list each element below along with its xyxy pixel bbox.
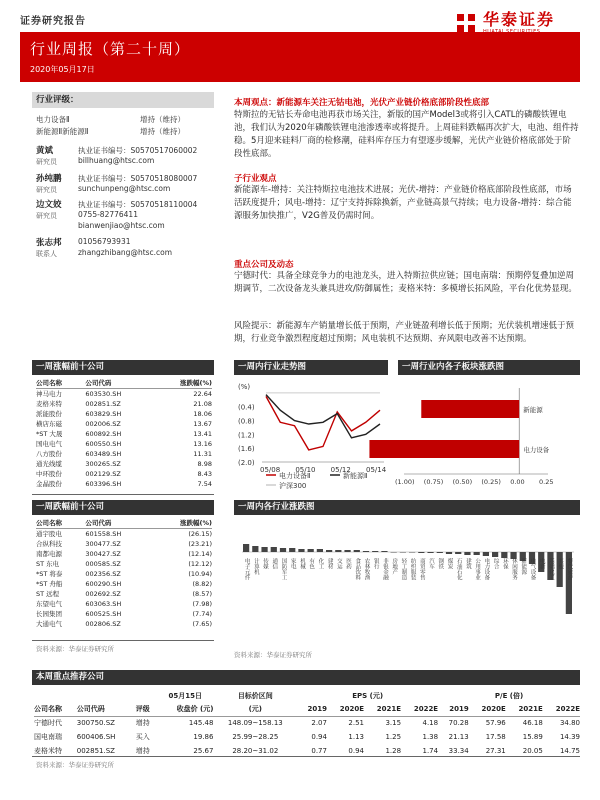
analyst-name: 张志邦 (36, 238, 62, 248)
company-paragraph: 宁德时代：具备全球竞争力的电池龙头，进入特斯拉供应链；国电南瑞：预期停复叠加逆周期调节，二次设备龙头兼具进攻/防御属性；麦格米特：多模增长拓风险，平台化优势显现。 (234, 271, 577, 294)
col-header: 2020E (339, 704, 364, 713)
table-cell: 17.58 (485, 733, 506, 741)
table-row (36, 439, 212, 449)
table-cell: 18.06 (193, 410, 212, 418)
sub-industry-paragraph: 新能源车-增持：关注特斯拉电池技术进展；光伏-增持：产业链价格底部阶段性底部，市场活跃度提升；风电-增持：辽宁支持拆除换新，产业链高景气持续；电力设备-增持：综合能源服务加快推广，V2G普及仍需时间。 (234, 185, 572, 221)
analyst-email[interactable]: bianwenjiao@htsc.com (78, 221, 165, 230)
bar (437, 552, 443, 553)
table-cell: 神马电力 (36, 390, 62, 398)
col-header: 评级 (135, 704, 150, 713)
table-row (36, 599, 212, 609)
category-label: 钢铁 (437, 558, 444, 569)
category-label: 电气设备 (529, 558, 536, 580)
table-cell: ST 东电 (36, 560, 60, 568)
table-cell: 13.67 (193, 420, 212, 428)
table-cell: 002356.SZ (85, 570, 121, 578)
table-cell: 宁德时代 (34, 719, 62, 728)
x-tick-label: 0.00 (510, 478, 525, 486)
analyst-phone: 01056793931 (78, 237, 131, 246)
table-cell: (12.14) (188, 550, 212, 558)
bar (363, 551, 369, 552)
category-label: 煤炭 (446, 558, 453, 569)
table-cell: 派能股份 (36, 410, 62, 418)
table-row (36, 609, 212, 619)
table-cell: 603829.SH (85, 410, 122, 418)
x-tick-label: 05/12 (330, 466, 351, 474)
table-cell: 增持 (135, 719, 150, 728)
category-label: 休闲服务 (511, 558, 518, 580)
table-cell: 中环股份 (36, 470, 62, 478)
bar (289, 548, 295, 552)
source-note: 资料来源：华泰证券研究所 (234, 651, 312, 659)
table-cell: 70.28 (448, 719, 469, 728)
analyst-name: 边文姣 (36, 200, 62, 210)
bar (317, 549, 323, 552)
table-cell: 长园集团 (36, 610, 62, 618)
bar (409, 552, 415, 553)
table-cell: 合纵科技 (36, 540, 62, 548)
table-cell: 14.39 (559, 733, 580, 741)
bar (252, 546, 258, 552)
table-row (36, 409, 212, 419)
table-cell: 46.18 (522, 719, 543, 728)
bar (271, 547, 277, 552)
bar (335, 550, 341, 552)
x-tick-label: (0.75) (423, 478, 444, 486)
analyst-role: 研究员 (36, 212, 57, 220)
table-cell: (8.57) (192, 590, 212, 598)
analyst-phone: 0755-82776411 (78, 210, 138, 219)
table-cell: 麦格米特 (34, 747, 62, 755)
analyst-email[interactable]: zhangzhibang@htsc.com (78, 248, 173, 257)
table-row (36, 469, 212, 479)
bar (492, 552, 498, 557)
bar (418, 552, 424, 553)
category-label: 纺织服装 (409, 558, 416, 580)
table-row (34, 716, 580, 730)
category-label: 电力设备 (483, 558, 490, 580)
col-header: 收盘价 (元) (176, 704, 214, 713)
table-cell: ST 远程 (36, 590, 60, 598)
divider (32, 756, 580, 757)
category-label: 非银金融 (381, 558, 388, 580)
table-row (36, 619, 212, 629)
bar (261, 547, 267, 552)
table-row (36, 459, 212, 469)
table-cell: (23.21) (188, 540, 212, 548)
table-cell: *ST 将泰 (36, 570, 63, 578)
sub-industry-title: 子行业观点 (234, 174, 277, 184)
table-cell: 25.67 (193, 747, 214, 755)
rating-value-2: 增持（维持） (140, 127, 185, 136)
brand-logo-icon (455, 12, 477, 34)
analyst-role: 联系人 (36, 250, 57, 258)
col-header: 公司代码 (85, 379, 112, 387)
gainers-title: 一周涨幅前十公司 (32, 360, 214, 375)
table-cell: 东望电气 (36, 600, 62, 608)
category-label: 国防军工 (280, 558, 287, 580)
x-tick-label: 05/14 (366, 466, 387, 474)
table-cell: 13.41 (193, 430, 212, 438)
table-row (34, 730, 580, 744)
report-date: 2020年05月17日 (30, 65, 95, 74)
x-tick-label: 05/08 (260, 466, 281, 474)
table-row (36, 389, 212, 400)
table-cell: 横店东磁 (36, 420, 62, 428)
table-cell: 0.94 (311, 733, 327, 741)
rating-industry-2: 新能源Ⅱ新能源Ⅱ (36, 127, 89, 136)
bar (464, 552, 470, 555)
table-row (36, 539, 212, 549)
table-row (36, 449, 212, 459)
bar (421, 400, 519, 418)
table-cell: 28.20~31.02 (232, 747, 279, 755)
bar (308, 549, 314, 552)
target-range-label: 目标价区间 (237, 692, 273, 700)
report-title: 行业周报（第二十周） (30, 40, 191, 58)
category-label: 通信 (271, 558, 278, 569)
bar (400, 552, 406, 553)
table-cell: 601558.SH (85, 530, 122, 538)
legend-label: 新能源Ⅱ (343, 472, 368, 480)
table-cell: 148.09~158.13 (227, 719, 283, 728)
col-header: 公司名称 (34, 704, 62, 713)
legend-label: 电力设备Ⅱ (279, 472, 311, 480)
col-header: 2022E (555, 704, 580, 713)
bar (483, 552, 489, 556)
category-label: 公用事业 (474, 558, 481, 580)
x-tick-label: (1.00) (395, 478, 415, 486)
table-cell: 麦格米特 (36, 400, 62, 408)
table-row (36, 399, 212, 409)
divider (32, 640, 214, 641)
table-cell: 8.98 (197, 460, 212, 468)
bar (243, 544, 249, 552)
table-cell: 57.96 (485, 719, 506, 728)
brand-name-cn: 华泰证券 (483, 10, 556, 29)
col-header: 2019 (307, 704, 327, 713)
table-cell: 002692.SZ (85, 590, 121, 598)
analyst-email[interactable]: billhuang@htsc.com (78, 156, 155, 165)
table-row (36, 549, 212, 559)
table-cell: 1.28 (385, 747, 402, 755)
table-cell: 34.80 (559, 719, 580, 728)
col-header: 涨跌幅(%) (180, 379, 212, 387)
bar (381, 551, 387, 552)
table-cell: 通光线缆 (36, 460, 62, 468)
sector-chart-title: 一周行业内各子板块涨跌图 (398, 360, 580, 375)
y-tick-label: (2.0) (238, 459, 255, 467)
industry-chart (234, 518, 580, 658)
rating-industry-1: 电力设备Ⅱ (36, 115, 70, 124)
category-label: 综合 (492, 558, 499, 569)
bar (474, 552, 480, 555)
table-cell: 1.25 (385, 733, 402, 741)
analyst-role: 研究员 (36, 158, 57, 166)
key-recs-table (34, 690, 580, 758)
company-title: 重点公司及动态 (234, 260, 294, 270)
sector-chart (395, 378, 580, 494)
table-cell: 300427.SZ (85, 550, 121, 558)
x-tick-label: (0.50) (452, 478, 473, 486)
analyst-license: 执业证书编号：S0570517060002 (78, 146, 198, 155)
col-header: 2021E (518, 704, 543, 713)
report-type: 证券研究报告 (20, 16, 86, 27)
key-recs-title: 本周重点推荐公司 (32, 670, 580, 685)
category-label: 化工 (317, 558, 324, 569)
category-label: 餐饮旅游 (566, 558, 573, 580)
category-label: 其他 (557, 558, 564, 569)
category-label: 电新 (538, 558, 545, 569)
table-cell: 002851.SZ (85, 400, 121, 408)
table-cell: 145.48 (188, 719, 214, 728)
losers-table (36, 518, 212, 629)
analyst-license: 执业证书编号：S0570518110004 (78, 200, 198, 209)
x-tick-label: (0.25) (481, 478, 501, 486)
col-header: 公司代码 (76, 704, 105, 713)
category-label: 轻工制造 (400, 558, 407, 580)
table-cell: 1.38 (422, 733, 439, 741)
table-cell: (10.94) (188, 570, 212, 578)
analyst-name: 孙纯鹏 (36, 174, 62, 184)
category-label: 农林牧渔 (363, 558, 370, 580)
category-label: 房地产 (391, 558, 398, 575)
table-cell: 20.05 (522, 747, 543, 755)
category-label: 机械 (298, 558, 305, 569)
category-label: 电子元件 (243, 558, 250, 580)
table-cell: 603489.SH (85, 450, 122, 458)
table-cell: 21.13 (448, 733, 469, 741)
col-header: 公司名称 (36, 379, 62, 387)
table-cell: 002129.SZ (85, 470, 121, 478)
trend-chart-title: 一周内行业走势图 (234, 360, 388, 375)
table-cell: 0.94 (348, 747, 364, 755)
table-cell: 600406.SH (76, 733, 116, 741)
y-tick-label: (1.2) (238, 431, 255, 440)
table-cell: (8.82) (192, 580, 212, 588)
table-cell: 买入 (135, 733, 150, 741)
table-cell: 2.07 (311, 719, 327, 728)
table-cell: 通宇股电 (36, 530, 62, 538)
bar (372, 551, 378, 552)
trend-chart (234, 378, 390, 494)
table-cell: 14.75 (559, 747, 580, 755)
rating-section-label: 行业评级： (32, 92, 214, 108)
headline-label: 本周观点： (234, 98, 277, 108)
table-row (36, 589, 212, 599)
table-row (36, 419, 212, 429)
table-cell: 002851.SZ (76, 747, 115, 755)
table-cell: 600525.SH (85, 610, 122, 618)
category-label: 传媒 (262, 558, 269, 569)
bar (391, 552, 397, 553)
analyst-license: 执业证书编号：S0570518080007 (78, 174, 198, 183)
table-cell: 国电电气 (36, 440, 62, 448)
table-cell: (26.15) (188, 530, 212, 538)
table-cell: 002006.SZ (85, 420, 121, 428)
table-cell: 2.51 (348, 719, 364, 728)
table-cell: 300477.SZ (85, 540, 121, 548)
category-label: 新能源 (520, 558, 527, 575)
category-label: 有色 (308, 558, 315, 569)
table-cell: 大通电气 (36, 620, 62, 628)
table-cell: 600550.SH (85, 440, 122, 448)
close-date: 05月15日 (168, 692, 203, 700)
table-row (36, 529, 212, 540)
table-row (36, 579, 212, 589)
table-cell: (7.74) (192, 610, 212, 618)
table-cell: 八方股份 (36, 450, 62, 458)
table-cell: 33.34 (448, 747, 469, 755)
col-header: (元) (248, 704, 263, 713)
analyst-name: 黄斌 (36, 146, 54, 156)
bar (280, 548, 286, 552)
table-cell: 13.16 (193, 440, 212, 448)
col-header: 公司代码 (85, 519, 112, 527)
table-cell: 1.74 (422, 747, 439, 755)
bar (446, 552, 452, 554)
table-cell: 增持 (135, 747, 150, 755)
table-cell: *ST 大晟 (36, 430, 63, 438)
table-cell: 1.13 (348, 733, 364, 741)
col-header: 2021E (376, 704, 402, 713)
category-label: 银行 (372, 558, 379, 569)
source-note: 资料来源：华泰证券研究所 (36, 761, 114, 769)
category-label: 家电 (289, 558, 296, 569)
summary-paragraph: 特斯拉的无钴长寿命电池再获市场关注，新版的国产Model3或将引入CATL的磷酸铁锂电池，我们认为2020年磷酸铁锂电池渗透率或将提升。上周硅料跌幅再次扩大，电池、组件持稳。5月迎来硅料厂商的检修潮，硅料库存压力有望逐步缓解，光伏产业链价格底部处于阶段性底部。 (234, 110, 579, 159)
table-cell: 603530.SH (85, 390, 122, 398)
col-header: 2022E (413, 704, 439, 713)
table-cell: 国电南瑞 (34, 733, 62, 741)
table-row (36, 569, 212, 579)
col-header: 2020E (481, 704, 506, 713)
category-label: 食品饮料 (354, 558, 361, 580)
table-cell: 15.89 (522, 733, 543, 741)
analyst-email[interactable]: sunchunpeng@htsc.com (78, 184, 171, 193)
col-header: 公司名称 (36, 519, 62, 527)
table-cell: 603396.SH (85, 480, 122, 488)
category-label: 电力设备 (523, 446, 550, 454)
table-cell: 4.18 (422, 719, 439, 728)
table-cell: 3.15 (385, 719, 402, 728)
legend-label: 沪深300 (279, 482, 307, 490)
category-label: 石油石化 (455, 558, 462, 580)
table-cell: 8.43 (197, 470, 212, 478)
table-cell: 19.86 (193, 733, 214, 741)
col-header: 2019 (449, 704, 469, 713)
table-cell: 25.99~28.25 (232, 733, 279, 741)
table-row (36, 429, 212, 439)
headline (234, 96, 579, 108)
category-label: 医药 (345, 558, 352, 569)
table-cell: *ST 舟船 (36, 580, 63, 588)
eps-label: EPS (元) (352, 692, 384, 700)
headline-text: 新能源车关注无钴电池，光伏产业链价格底部阶段性底部 (276, 98, 490, 108)
category-label: 建筑 (464, 558, 471, 569)
category-label: 环保 (501, 558, 508, 569)
table-cell: 21.08 (193, 400, 212, 408)
table-cell: 金晶股份 (36, 480, 62, 488)
bar (354, 550, 360, 552)
table-cell: 22.64 (193, 390, 212, 398)
category-label: 交运 (335, 558, 342, 569)
risk-paragraph: 风险提示：新能源车产销量增长低于预期，产业链盈利增长低于预期；光伏装机增速低于预期，行业竞争激烈程度超过预期；风电装机不达预期、弃风限电改善不达预期。 (234, 321, 575, 344)
industry-chart-title: 一周内各行业涨跌图 (234, 500, 580, 515)
analyst-role: 研究员 (36, 186, 57, 194)
table-cell: 002806.SZ (85, 620, 121, 628)
pe-label: P/E (倍) (494, 692, 524, 700)
x-tick-label: 05/10 (295, 466, 316, 474)
bar (455, 552, 461, 554)
table-cell: 7.54 (197, 480, 212, 488)
table-cell: 300750.SZ (76, 719, 115, 728)
bar (298, 549, 304, 552)
table-cell: (7.98) (192, 600, 212, 608)
table-row (36, 479, 212, 489)
series-line-1 (266, 395, 380, 438)
category-label: 商贸零售 (418, 558, 425, 580)
bar (369, 440, 519, 458)
x-tick-label: 0.25 (539, 478, 554, 486)
y-tick-label: (%) (238, 383, 251, 391)
table-cell: (12.12) (188, 560, 212, 568)
bar (427, 552, 433, 553)
table-cell: 0.77 (311, 747, 327, 755)
table-cell: (7.65) (192, 620, 212, 628)
category-label: 新能源 (523, 406, 543, 414)
table-cell: 603063.SH (85, 600, 122, 608)
table-cell: 南都电源 (36, 550, 62, 558)
series-line-0 (266, 396, 380, 450)
source-note: 资料来源：华泰证券研究所 (36, 645, 114, 653)
category-label: 计算机 (252, 558, 259, 575)
losers-title: 一周跌幅前十公司 (32, 500, 214, 515)
table-cell: 11.31 (193, 450, 212, 458)
bar (326, 550, 332, 552)
table-cell: 600892.SH (85, 430, 122, 438)
table-row (36, 559, 212, 569)
category-label: 基础化工 (547, 558, 554, 580)
category-label: 汽车 (428, 558, 435, 569)
divider (32, 494, 214, 495)
gainers-table (36, 378, 212, 489)
y-tick-label: (1.6) (238, 445, 255, 454)
table-cell: 300265.SZ (85, 460, 121, 468)
rating-value-1: 增持（维持） (140, 115, 185, 124)
table-cell: 600290.SH (85, 580, 122, 588)
category-label: 建材 (326, 558, 333, 569)
y-tick-label: (0.8) (238, 417, 255, 426)
table-cell: 000585.SZ (85, 560, 121, 568)
table-cell: 27.31 (485, 747, 506, 755)
y-tick-label: (0.4) (238, 403, 255, 412)
col-header: 涨跌幅(%) (180, 519, 212, 527)
bar (344, 550, 350, 552)
